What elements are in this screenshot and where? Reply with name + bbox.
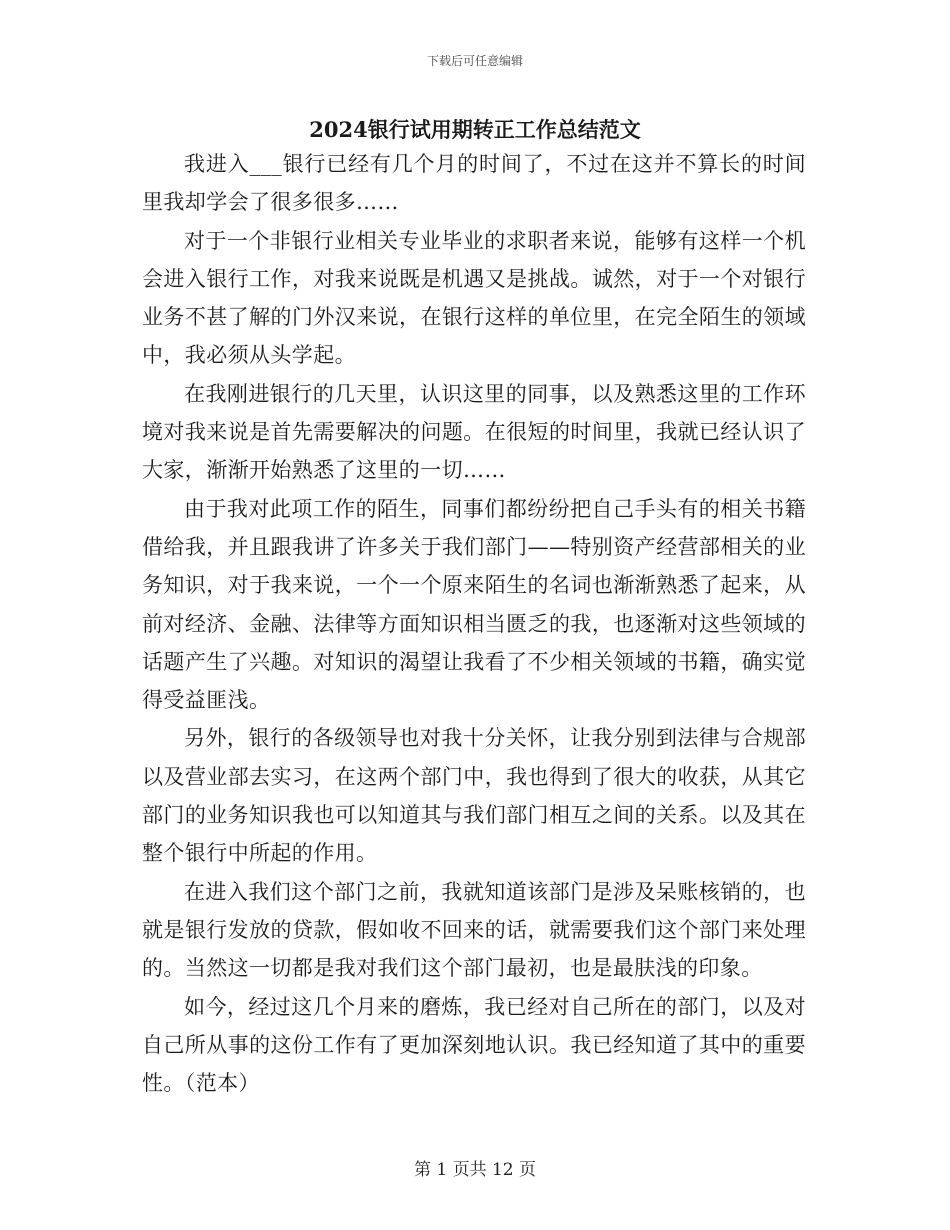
paragraph: 如今，经过这几个月来的磨炼，我已经对自己所在的部门，以及对自己所从事的这份工作有了更加深刻地认识。我已经知道了其中的重要性。（范本） — [142, 994, 806, 1096]
paragraph: 对于一个非银行业相关专业毕业的求职者来说，能够有这样一个机会进入银行工作，对我来说既是机遇又是挑战。诚然，对于一个对银行业务不甚了解的门外汉来说，在银行这样的单位里，在完全陌生的领域中，我必须从头学起。 — [142, 228, 806, 368]
page-number: 第 1 页共 12 页 — [413, 1160, 537, 1180]
paragraph: 在进入我们这个部门之前，我就知道该部门是涉及呆账核销的，也就是银行发放的贷款，假如收不回来的话，就需要我们这个部门来处理的。当然这一切都是我对我们这个部门最初，也是最肤浅的印象。 — [142, 879, 806, 981]
document-title: 2024银行试用期转正工作总结范文 — [309, 117, 641, 142]
paragraph: 在我刚进银行的几天里，认识这里的同事，以及熟悉这里的工作环境对我来说是首先需要解决的问题。在很短的时间里，我就已经认识了大家，渐渐开始熟悉了这里的一切…… — [142, 381, 806, 483]
paragraph: 由于我对此项工作的陌生，同事们都纷纷把自己手头有的相关书籍借给我，并且跟我讲了许多关于我们部门——特别资产经营部相关的业务知识，对于我来说，一个一个原来陌生的名词也渐渐熟悉了起来，从前对经济、金融、法律等方面知识相当匮乏的我，也逐渐对这些领域的话题产生了兴趣。对知识的渴望让我看了不少相关领域的书籍，确实觉得受益匪浅。 — [142, 496, 806, 713]
header-note: 下载后可任意编辑 — [426, 54, 523, 68]
paragraph: 另外，银行的各级领导也对我十分关怀，让我分别到法律与合规部以及营业部去实习，在这两个部门中，我也得到了很大的收获，从其它部门的业务知识我也可以知道其与我们部门相互之间的关系。以及其在整个银行中所起的作用。 — [142, 726, 806, 866]
paragraph: 我进入___银行已经有几个月的时间了，不过在这并不算长的时间里我却学会了很多很多…… — [142, 152, 806, 215]
document-body — [142, 145, 806, 1102]
